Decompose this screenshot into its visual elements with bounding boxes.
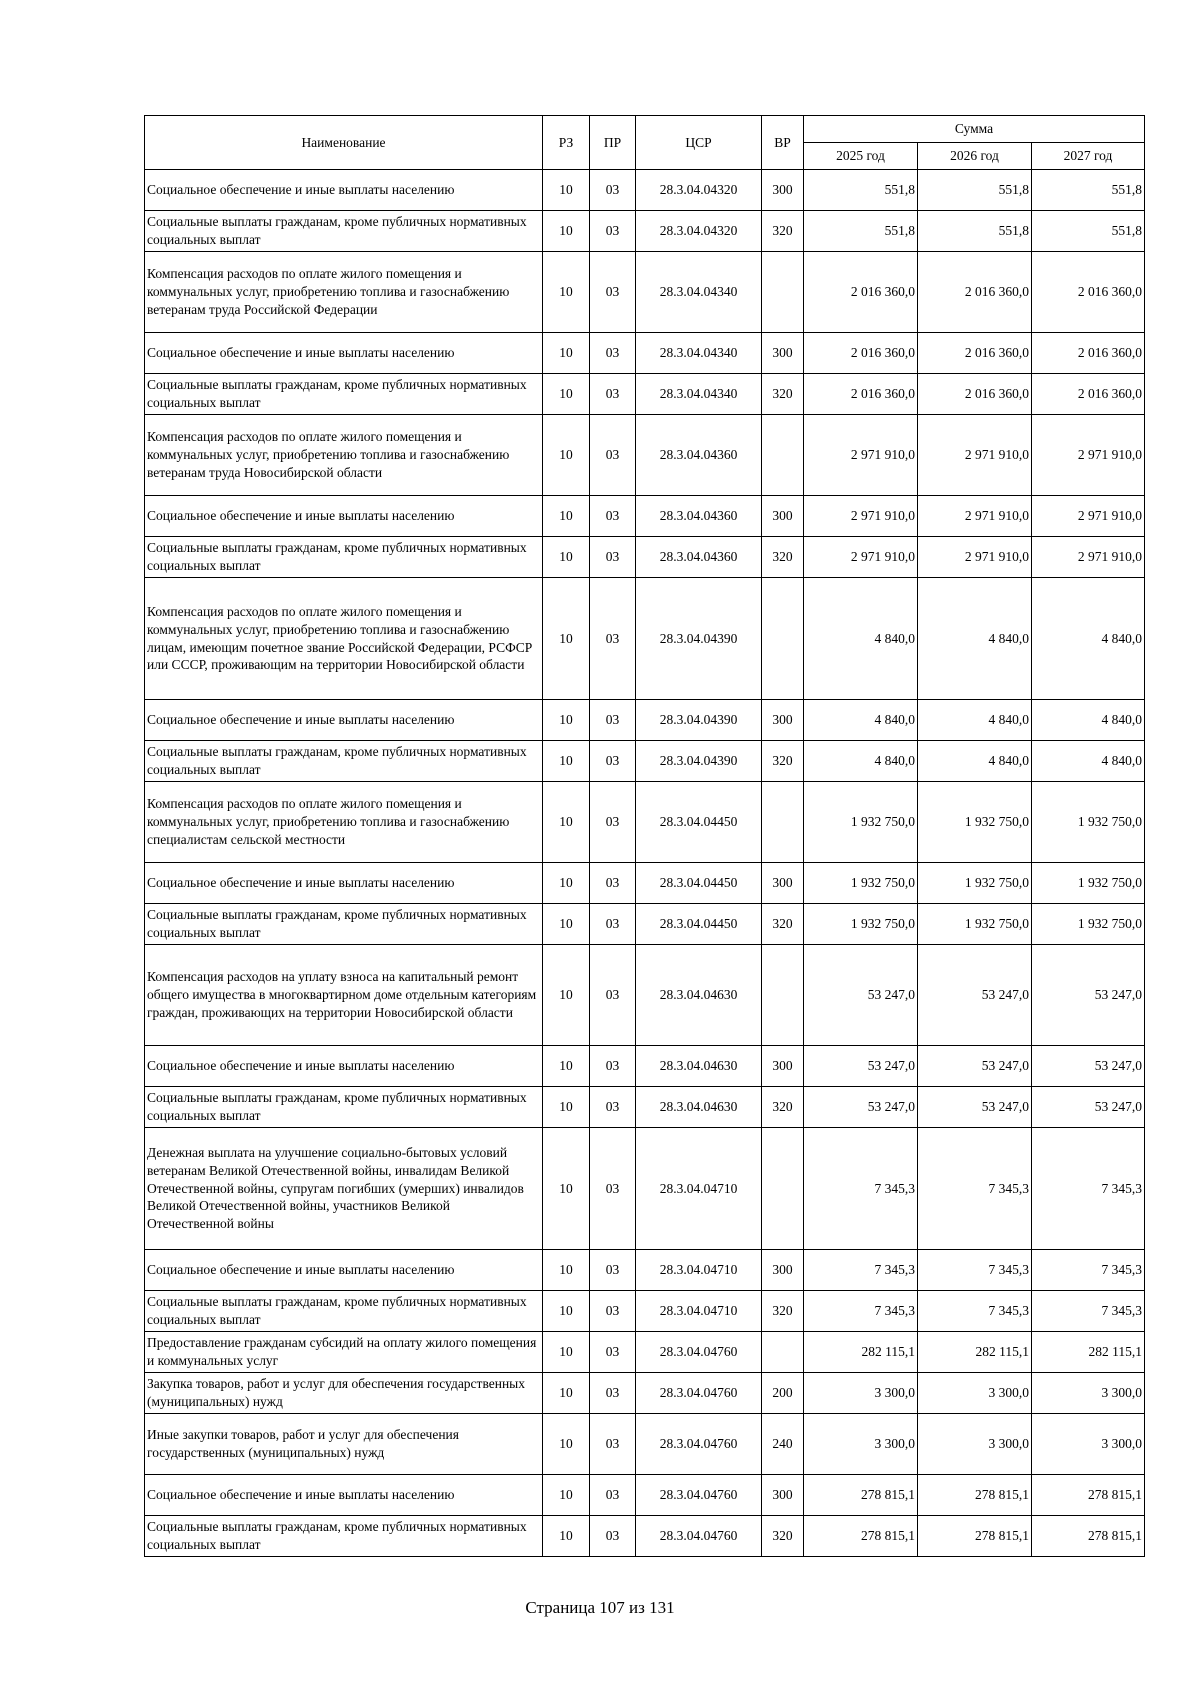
table-row	[145, 1414, 1145, 1475]
cell-vr: 240	[762, 1414, 804, 1475]
header-csr: ЦСР	[636, 116, 762, 170]
cell-vr	[762, 1128, 804, 1250]
budget-table	[144, 115, 1145, 1557]
cell-vr: 320	[762, 1087, 804, 1128]
cell-pr: 03	[590, 496, 636, 537]
cell-2025: 4 840,0	[804, 578, 918, 700]
header-year-2027: 2027 год	[1032, 143, 1145, 170]
cell-2027: 3 300,0	[1032, 1373, 1145, 1414]
cell-vr: 300	[762, 863, 804, 904]
cell-name: Иные закупки товаров, работ и услуг для обеспечения государственных (муниципальных) нужд	[145, 1414, 543, 1475]
table-row	[145, 211, 1145, 252]
cell-rz: 10	[543, 1332, 590, 1373]
table-row	[145, 496, 1145, 537]
cell-rz: 10	[543, 211, 590, 252]
cell-csr: 28.3.04.04340	[636, 333, 762, 374]
cell-name: Социальные выплаты гражданам, кроме публичных нормативных социальных выплат	[145, 1291, 543, 1332]
header-year-2026: 2026 год	[918, 143, 1032, 170]
cell-csr: 28.3.04.04390	[636, 741, 762, 782]
cell-2026: 2 971 910,0	[918, 537, 1032, 578]
cell-name: Компенсация расходов по оплате жилого помещения и коммунальных услуг, приобретению топлива и газоснабжению ветеранам труда Новосибирской области	[145, 415, 543, 496]
cell-name: Компенсация расходов по оплате жилого помещения и коммунальных услуг, приобретению топлива и газоснабжению специалистам сельской местности	[145, 782, 543, 863]
cell-2025: 53 247,0	[804, 945, 918, 1046]
cell-2026: 278 815,1	[918, 1475, 1032, 1516]
cell-2026: 2 971 910,0	[918, 415, 1032, 496]
table-row	[145, 537, 1145, 578]
cell-pr: 03	[590, 415, 636, 496]
cell-2027: 7 345,3	[1032, 1291, 1145, 1332]
cell-pr: 03	[590, 170, 636, 211]
cell-rz: 10	[543, 1046, 590, 1087]
cell-2025: 551,8	[804, 170, 918, 211]
header-rz: РЗ	[543, 116, 590, 170]
cell-csr: 28.3.04.04760	[636, 1332, 762, 1373]
cell-2026: 1 932 750,0	[918, 863, 1032, 904]
cell-rz: 10	[543, 904, 590, 945]
cell-2027: 2 016 360,0	[1032, 333, 1145, 374]
cell-name: Социальное обеспечение и иные выплаты населению	[145, 863, 543, 904]
cell-2027: 2 016 360,0	[1032, 374, 1145, 415]
cell-2027: 1 932 750,0	[1032, 863, 1145, 904]
cell-rz: 10	[543, 333, 590, 374]
cell-rz: 10	[543, 700, 590, 741]
header-pr: ПР	[590, 116, 636, 170]
cell-2025: 2 971 910,0	[804, 415, 918, 496]
cell-pr: 03	[590, 1373, 636, 1414]
cell-csr: 28.3.04.04360	[636, 415, 762, 496]
cell-2025: 278 815,1	[804, 1516, 918, 1557]
cell-pr: 03	[590, 1516, 636, 1557]
cell-2026: 3 300,0	[918, 1373, 1032, 1414]
cell-2026: 53 247,0	[918, 1087, 1032, 1128]
cell-rz: 10	[543, 1373, 590, 1414]
cell-pr: 03	[590, 1332, 636, 1373]
cell-2027: 2 971 910,0	[1032, 537, 1145, 578]
table-row	[145, 782, 1145, 863]
cell-pr: 03	[590, 374, 636, 415]
cell-pr: 03	[590, 1046, 636, 1087]
cell-2025: 2 016 360,0	[804, 252, 918, 333]
cell-2027: 551,8	[1032, 170, 1145, 211]
table-row	[145, 415, 1145, 496]
cell-rz: 10	[543, 1516, 590, 1557]
table-row	[145, 578, 1145, 700]
cell-vr: 320	[762, 211, 804, 252]
cell-2027: 282 115,1	[1032, 1332, 1145, 1373]
cell-pr: 03	[590, 700, 636, 741]
cell-pr: 03	[590, 252, 636, 333]
cell-csr: 28.3.04.04360	[636, 537, 762, 578]
table-row	[145, 700, 1145, 741]
cell-pr: 03	[590, 863, 636, 904]
cell-2027: 4 840,0	[1032, 578, 1145, 700]
cell-2026: 2 016 360,0	[918, 374, 1032, 415]
cell-csr: 28.3.04.04360	[636, 496, 762, 537]
cell-pr: 03	[590, 904, 636, 945]
cell-vr	[762, 578, 804, 700]
cell-pr: 03	[590, 1128, 636, 1250]
cell-name: Социальные выплаты гражданам, кроме публичных нормативных социальных выплат	[145, 741, 543, 782]
cell-csr: 28.3.04.04760	[636, 1373, 762, 1414]
cell-csr: 28.3.04.04450	[636, 782, 762, 863]
cell-vr: 320	[762, 537, 804, 578]
cell-vr: 320	[762, 741, 804, 782]
cell-name: Социальное обеспечение и иные выплаты населению	[145, 1250, 543, 1291]
cell-rz: 10	[543, 578, 590, 700]
cell-2025: 53 247,0	[804, 1046, 918, 1087]
cell-rz: 10	[543, 170, 590, 211]
cell-vr: 300	[762, 700, 804, 741]
cell-pr: 03	[590, 537, 636, 578]
cell-2025: 3 300,0	[804, 1414, 918, 1475]
cell-2026: 4 840,0	[918, 578, 1032, 700]
table-row	[145, 333, 1145, 374]
table-row	[145, 1373, 1145, 1414]
cell-2027: 1 932 750,0	[1032, 782, 1145, 863]
table-row	[145, 1087, 1145, 1128]
cell-csr: 28.3.04.04320	[636, 170, 762, 211]
cell-rz: 10	[543, 1291, 590, 1332]
cell-2026: 4 840,0	[918, 741, 1032, 782]
cell-2025: 53 247,0	[804, 1087, 918, 1128]
cell-vr: 300	[762, 1475, 804, 1516]
cell-csr: 28.3.04.04760	[636, 1475, 762, 1516]
table-row	[145, 252, 1145, 333]
cell-name: Социальные выплаты гражданам, кроме публичных нормативных социальных выплат	[145, 904, 543, 945]
cell-2027: 53 247,0	[1032, 1046, 1145, 1087]
cell-name: Социальные выплаты гражданам, кроме публичных нормативных социальных выплат	[145, 1516, 543, 1557]
cell-csr: 28.3.04.04710	[636, 1128, 762, 1250]
cell-vr: 320	[762, 1516, 804, 1557]
cell-2025: 278 815,1	[804, 1475, 918, 1516]
cell-2026: 1 932 750,0	[918, 782, 1032, 863]
cell-2026: 1 932 750,0	[918, 904, 1032, 945]
cell-2026: 2 971 910,0	[918, 496, 1032, 537]
cell-2027: 2 971 910,0	[1032, 496, 1145, 537]
cell-2026: 53 247,0	[918, 1046, 1032, 1087]
cell-2026: 7 345,3	[918, 1128, 1032, 1250]
cell-csr: 28.3.04.04390	[636, 578, 762, 700]
cell-2025: 551,8	[804, 211, 918, 252]
cell-rz: 10	[543, 374, 590, 415]
cell-csr: 28.3.04.04340	[636, 374, 762, 415]
cell-vr: 320	[762, 1291, 804, 1332]
cell-name: Компенсация расходов по оплате жилого помещения и коммунальных услуг, приобретению топлива и газоснабжению лицам, имеющим почетное звание Российской Федерации, РСФСР или СССР, проживающим на территории Новосибирской области	[145, 578, 543, 700]
cell-2027: 2 971 910,0	[1032, 415, 1145, 496]
table-body	[145, 170, 1145, 1557]
cell-2025: 3 300,0	[804, 1373, 918, 1414]
table-row	[145, 1250, 1145, 1291]
cell-vr: 300	[762, 1046, 804, 1087]
table-row	[145, 945, 1145, 1046]
cell-vr: 300	[762, 333, 804, 374]
cell-name: Закупка товаров, работ и услуг для обеспечения государственных (муниципальных) нужд	[145, 1373, 543, 1414]
cell-name: Компенсация расходов на уплату взноса на капитальный ремонт общего имущества в многоквартирном доме отдельным категориям граждан, проживающих на территории Новосибирской области	[145, 945, 543, 1046]
cell-2025: 1 932 750,0	[804, 863, 918, 904]
cell-2025: 4 840,0	[804, 700, 918, 741]
cell-2025: 2 971 910,0	[804, 537, 918, 578]
cell-name: Социальное обеспечение и иные выплаты населению	[145, 1046, 543, 1087]
table-header	[145, 116, 1145, 170]
cell-vr	[762, 782, 804, 863]
cell-csr: 28.3.04.04710	[636, 1250, 762, 1291]
cell-pr: 03	[590, 1414, 636, 1475]
cell-rz: 10	[543, 782, 590, 863]
cell-vr	[762, 945, 804, 1046]
cell-name: Социальные выплаты гражданам, кроме публичных нормативных социальных выплат	[145, 374, 543, 415]
cell-2026: 2 016 360,0	[918, 252, 1032, 333]
cell-2027: 2 016 360,0	[1032, 252, 1145, 333]
cell-rz: 10	[543, 537, 590, 578]
table-row	[145, 1128, 1145, 1250]
cell-pr: 03	[590, 1291, 636, 1332]
cell-csr: 28.3.04.04450	[636, 904, 762, 945]
cell-vr: 200	[762, 1373, 804, 1414]
cell-csr: 28.3.04.04450	[636, 863, 762, 904]
cell-2027: 7 345,3	[1032, 1250, 1145, 1291]
page-number: Страница 107 из 131	[525, 1598, 675, 1617]
cell-name: Социальные выплаты гражданам, кроме публичных нормативных социальных выплат	[145, 1087, 543, 1128]
cell-csr: 28.3.04.04630	[636, 945, 762, 1046]
cell-2027: 4 840,0	[1032, 700, 1145, 741]
cell-csr: 28.3.04.04760	[636, 1414, 762, 1475]
cell-2027: 551,8	[1032, 211, 1145, 252]
cell-2025: 2 016 360,0	[804, 333, 918, 374]
table-row	[145, 863, 1145, 904]
cell-2027: 1 932 750,0	[1032, 904, 1145, 945]
cell-rz: 10	[543, 252, 590, 333]
cell-name: Социальные выплаты гражданам, кроме публичных нормативных социальных выплат	[145, 211, 543, 252]
cell-name: Социальное обеспечение и иные выплаты населению	[145, 700, 543, 741]
cell-name: Предоставление гражданам субсидий на оплату жилого помещения и коммунальных услуг	[145, 1332, 543, 1373]
cell-rz: 10	[543, 1475, 590, 1516]
cell-name: Социальное обеспечение и иные выплаты населению	[145, 170, 543, 211]
cell-name: Социальное обеспечение и иные выплаты населению	[145, 1475, 543, 1516]
header-sum: Сумма	[804, 116, 1145, 143]
cell-2027: 278 815,1	[1032, 1516, 1145, 1557]
cell-2025: 2 971 910,0	[804, 496, 918, 537]
cell-2026: 7 345,3	[918, 1250, 1032, 1291]
cell-pr: 03	[590, 1087, 636, 1128]
cell-2026: 3 300,0	[918, 1414, 1032, 1475]
cell-name: Социальное обеспечение и иные выплаты населению	[145, 333, 543, 374]
cell-2027: 278 815,1	[1032, 1475, 1145, 1516]
header-name: Наименование	[145, 116, 543, 170]
table-row	[145, 1046, 1145, 1087]
table-row	[145, 1475, 1145, 1516]
cell-2026: 282 115,1	[918, 1332, 1032, 1373]
cell-vr	[762, 415, 804, 496]
cell-rz: 10	[543, 945, 590, 1046]
cell-rz: 10	[543, 1250, 590, 1291]
cell-2027: 7 345,3	[1032, 1128, 1145, 1250]
cell-2025: 1 932 750,0	[804, 782, 918, 863]
cell-2026: 551,8	[918, 211, 1032, 252]
cell-pr: 03	[590, 1475, 636, 1516]
header-vr: ВР	[762, 116, 804, 170]
cell-name: Социальное обеспечение и иные выплаты населению	[145, 496, 543, 537]
cell-2026: 278 815,1	[918, 1516, 1032, 1557]
cell-2025: 7 345,3	[804, 1250, 918, 1291]
cell-2025: 7 345,3	[804, 1128, 918, 1250]
cell-pr: 03	[590, 782, 636, 863]
cell-vr: 320	[762, 904, 804, 945]
cell-vr	[762, 1332, 804, 1373]
cell-rz: 10	[543, 741, 590, 782]
cell-rz: 10	[543, 1087, 590, 1128]
cell-2027: 53 247,0	[1032, 945, 1145, 1046]
cell-2025: 1 932 750,0	[804, 904, 918, 945]
table-row	[145, 1332, 1145, 1373]
cell-pr: 03	[590, 945, 636, 1046]
cell-name: Компенсация расходов по оплате жилого помещения и коммунальных услуг, приобретению топлива и газоснабжению ветеранам труда Российской Федерации	[145, 252, 543, 333]
table-row	[145, 170, 1145, 211]
cell-2027: 4 840,0	[1032, 741, 1145, 782]
header-year-2025: 2025 год	[804, 143, 918, 170]
cell-2026: 7 345,3	[918, 1291, 1032, 1332]
cell-vr: 300	[762, 496, 804, 537]
cell-rz: 10	[543, 863, 590, 904]
cell-2025: 7 345,3	[804, 1291, 918, 1332]
cell-csr: 28.3.04.04710	[636, 1291, 762, 1332]
cell-2026: 4 840,0	[918, 700, 1032, 741]
cell-csr: 28.3.04.04320	[636, 211, 762, 252]
cell-rz: 10	[543, 1128, 590, 1250]
cell-pr: 03	[590, 741, 636, 782]
cell-2025: 4 840,0	[804, 741, 918, 782]
cell-rz: 10	[543, 415, 590, 496]
cell-2027: 3 300,0	[1032, 1414, 1145, 1475]
cell-vr: 320	[762, 374, 804, 415]
cell-csr: 28.3.04.04630	[636, 1046, 762, 1087]
table-row	[145, 1291, 1145, 1332]
cell-vr: 300	[762, 1250, 804, 1291]
cell-csr: 28.3.04.04340	[636, 252, 762, 333]
cell-pr: 03	[590, 333, 636, 374]
cell-2026: 53 247,0	[918, 945, 1032, 1046]
cell-2025: 2 016 360,0	[804, 374, 918, 415]
cell-rz: 10	[543, 496, 590, 537]
cell-vr: 300	[762, 170, 804, 211]
cell-pr: 03	[590, 1250, 636, 1291]
cell-2027: 53 247,0	[1032, 1087, 1145, 1128]
cell-2026: 551,8	[918, 170, 1032, 211]
cell-csr: 28.3.04.04390	[636, 700, 762, 741]
cell-csr: 28.3.04.04630	[636, 1087, 762, 1128]
cell-pr: 03	[590, 578, 636, 700]
cell-pr: 03	[590, 211, 636, 252]
cell-2025: 282 115,1	[804, 1332, 918, 1373]
cell-vr	[762, 252, 804, 333]
table-row	[145, 741, 1145, 782]
cell-csr: 28.3.04.04760	[636, 1516, 762, 1557]
cell-rz: 10	[543, 1414, 590, 1475]
table-row	[145, 374, 1145, 415]
cell-name: Денежная выплата на улучшение социально-бытовых условий ветеранам Великой Отечественной войны, инвалидам Великой Отечественной войны, супругам погибших (умерших) инвалидов Великой Отечественной войны, участников Великой Отечественной войны	[145, 1128, 543, 1250]
table-row	[145, 1516, 1145, 1557]
cell-name: Социальные выплаты гражданам, кроме публичных нормативных социальных выплат	[145, 537, 543, 578]
table-row	[145, 904, 1145, 945]
cell-2026: 2 016 360,0	[918, 333, 1032, 374]
